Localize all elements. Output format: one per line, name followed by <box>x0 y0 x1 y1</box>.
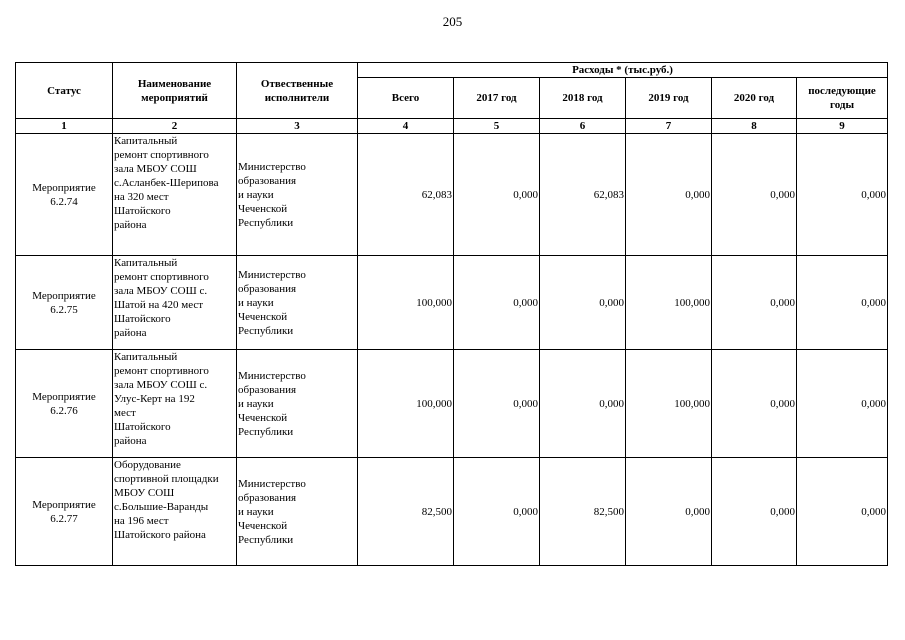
column-number: 5 <box>454 119 540 134</box>
status-cell: Мероприятие 6.2.76 <box>16 350 113 458</box>
header-2019: 2019 год <box>626 78 712 119</box>
table-row <box>16 350 888 458</box>
total-cell: 100,000 <box>358 350 454 458</box>
y2020-cell: 0,000 <box>712 256 797 350</box>
y2017-cell: 0,000 <box>454 256 540 350</box>
header-row-top <box>16 63 888 78</box>
column-number: 1 <box>16 119 113 134</box>
y2018-cell: 82,500 <box>540 458 626 566</box>
column-number: 2 <box>113 119 237 134</box>
y2020-cell: 0,000 <box>712 134 797 256</box>
total-cell: 82,500 <box>358 458 454 566</box>
measure-name-cell: Оборудование спортивной площадки МБОУ СОШ с.Большие-Варанды на 196 мест Шатойского района <box>113 458 237 566</box>
executor-cell: Министерство образования и науки Чеченской Республики <box>237 256 358 350</box>
table-row <box>16 458 888 566</box>
later-years-cell: 0,000 <box>797 134 888 256</box>
header-total: Всего <box>358 78 454 119</box>
header-expenses-group: Расходы * (тыс.руб.) <box>358 63 888 78</box>
measure-name-cell: Капитальный ремонт спортивного зала МБОУ СОШ с. Шатой на 420 мест Шатойского района <box>113 256 237 350</box>
total-cell: 62,083 <box>358 134 454 256</box>
column-number: 6 <box>540 119 626 134</box>
header-2020: 2020 год <box>712 78 797 119</box>
y2019-cell: 0,000 <box>626 134 712 256</box>
table-row <box>16 134 888 256</box>
later-years-cell: 0,000 <box>797 350 888 458</box>
column-number: 7 <box>626 119 712 134</box>
y2018-cell: 0,000 <box>540 256 626 350</box>
column-number-row <box>16 119 888 134</box>
column-number: 3 <box>237 119 358 134</box>
y2020-cell: 0,000 <box>712 350 797 458</box>
y2019-cell: 0,000 <box>626 458 712 566</box>
y2019-cell: 100,000 <box>626 350 712 458</box>
header-name: Наименование мероприятий <box>113 63 237 119</box>
status-cell: Мероприятие 6.2.75 <box>16 256 113 350</box>
y2017-cell: 0,000 <box>454 134 540 256</box>
executor-cell: Министерство образования и науки Чеченской Республики <box>237 350 358 458</box>
y2017-cell: 0,000 <box>454 350 540 458</box>
y2018-cell: 62,083 <box>540 134 626 256</box>
y2019-cell: 100,000 <box>626 256 712 350</box>
table-row <box>16 256 888 350</box>
total-cell: 100,000 <box>358 256 454 350</box>
status-cell: Мероприятие 6.2.74 <box>16 134 113 256</box>
expenses-table <box>15 62 888 566</box>
column-number: 9 <box>797 119 888 134</box>
column-number: 8 <box>712 119 797 134</box>
header-status: Статус <box>16 63 113 119</box>
header-2017: 2017 год <box>454 78 540 119</box>
executor-cell: Министерство образования и науки Чеченской Республики <box>237 458 358 566</box>
page-number: 205 <box>442 14 463 29</box>
status-cell: Мероприятие 6.2.77 <box>16 458 113 566</box>
y2018-cell: 0,000 <box>540 350 626 458</box>
later-years-cell: 0,000 <box>797 458 888 566</box>
later-years-cell: 0,000 <box>797 256 888 350</box>
header-later-years: последующие годы <box>797 78 888 119</box>
measure-name-cell: Капитальный ремонт спортивного зала МБОУ СОШ с.Асланбек-Шерипова на 320 мест Шатойского района <box>113 134 237 256</box>
measure-name-cell: Капитальный ремонт спортивного зала МБОУ СОШ с. Улус-Керт на 192 мест Шатойского района <box>113 350 237 458</box>
y2017-cell: 0,000 <box>454 458 540 566</box>
header-2018: 2018 год <box>540 78 626 119</box>
y2020-cell: 0,000 <box>712 458 797 566</box>
executor-cell: Министерство образования и науки Чеченской Республики <box>237 134 358 256</box>
column-number: 4 <box>358 119 454 134</box>
header-executors: Отвественные исполнители <box>237 63 358 119</box>
